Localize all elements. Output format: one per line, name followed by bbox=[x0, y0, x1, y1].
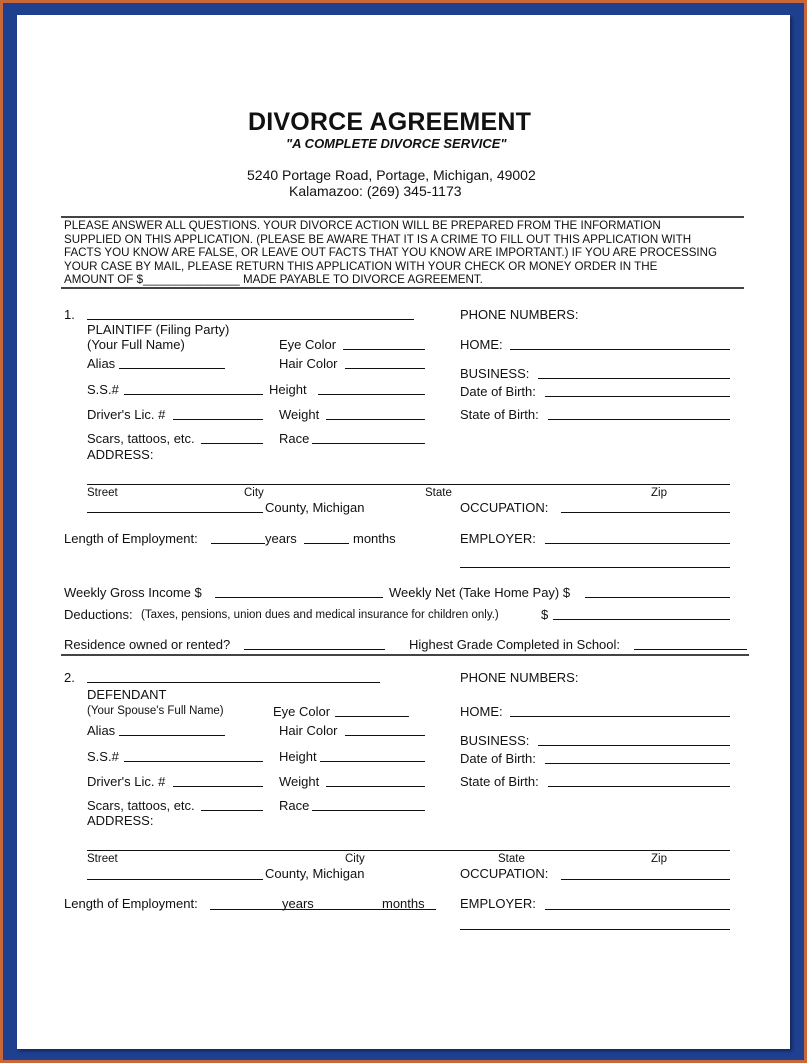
defendant-street-caption: Street bbox=[87, 853, 118, 865]
defendant-employer-field[interactable] bbox=[545, 909, 730, 910]
defendant-address-label: ADDRESS: bbox=[87, 813, 154, 828]
defendant-drivers-lic-label: Driver's Lic. # bbox=[87, 774, 166, 789]
defendant-dob-field[interactable] bbox=[545, 763, 730, 764]
notice-line-3: FACTS YOU KNOW ARE FALSE, OR LEAVE OUT FACTS THAT YOU KNOW ARE IMPORTANT.) IF YOU ARE PROCESSING bbox=[64, 246, 718, 259]
defendant-phone-numbers-label: PHONE NUMBERS: bbox=[460, 670, 579, 685]
plaintiff-weight-label: Weight bbox=[279, 407, 320, 422]
deductions-label: Deductions: bbox=[64, 607, 133, 622]
form-page bbox=[17, 15, 790, 1049]
defendant-months-label: months bbox=[382, 896, 425, 911]
defendant-city-caption: City bbox=[345, 853, 365, 865]
weekly-gross-field[interactable] bbox=[215, 597, 383, 598]
defendant-alias-field[interactable] bbox=[119, 735, 225, 736]
plaintiff-eye-color-label: Eye Color bbox=[279, 337, 337, 352]
plaintiff-hair-color-label: Hair Color bbox=[279, 356, 338, 371]
defendant-county-label: County, Michigan bbox=[265, 866, 365, 881]
defendant-length-employment-label: Length of Employment: bbox=[64, 896, 198, 911]
defendant-scars-field[interactable] bbox=[201, 810, 263, 811]
plaintiff-home-label: HOME: bbox=[460, 337, 503, 352]
defendant-weight-label: Weight bbox=[279, 774, 320, 789]
defendant-employer-label: EMPLOYER: bbox=[460, 896, 536, 911]
defendant-drivers-lic-field[interactable] bbox=[173, 786, 263, 787]
defendant-years-label: years bbox=[282, 896, 314, 911]
plaintiff-name-hint: (Your Full Name) bbox=[87, 337, 185, 352]
highest-grade-field[interactable] bbox=[634, 649, 747, 650]
plaintiff-city-caption: City bbox=[244, 487, 264, 499]
plaintiff-drivers-lic-label: Driver's Lic. # bbox=[87, 407, 166, 422]
defendant-county-field[interactable] bbox=[87, 879, 263, 880]
plaintiff-alias-field[interactable] bbox=[119, 368, 225, 369]
plaintiff-months-label: months bbox=[353, 531, 396, 546]
defendant-business-label: BUSINESS: bbox=[460, 733, 530, 748]
plaintiff-dob-label: Date of Birth: bbox=[460, 384, 536, 399]
plaintiff-business-field[interactable] bbox=[538, 378, 730, 379]
defendant-employer-line-2[interactable] bbox=[460, 929, 730, 930]
plaintiff-length-employment-label: Length of Employment: bbox=[64, 531, 198, 546]
deductions-dollar-sign: $ bbox=[541, 607, 549, 622]
defendant-alias-label: Alias bbox=[87, 723, 116, 738]
address-line-1: 5240 Portage Road, Portage, Michigan, 49002 bbox=[247, 167, 536, 183]
defendant-number: 2. bbox=[64, 670, 75, 685]
defendant-home-label: HOME: bbox=[460, 704, 503, 719]
defendant-occupation-label: OCCUPATION: bbox=[460, 866, 549, 881]
plaintiff-county-label: County, Michigan bbox=[265, 500, 365, 515]
plaintiff-phone-numbers-label: PHONE NUMBERS: bbox=[460, 307, 579, 322]
form-title: DIVORCE AGREEMENT bbox=[248, 108, 532, 136]
form-subtitle: "A COMPLETE DIVORCE SERVICE" bbox=[286, 136, 507, 151]
plaintiff-dob-field[interactable] bbox=[545, 396, 730, 397]
defendant-race-field[interactable] bbox=[312, 810, 425, 811]
plaintiff-address-label: ADDRESS: bbox=[87, 447, 154, 462]
plaintiff-state-of-birth-label: State of Birth: bbox=[460, 407, 539, 422]
plaintiff-number: 1. bbox=[64, 307, 75, 322]
plaintiff-scars-label: Scars, tattoos, etc. bbox=[87, 431, 195, 446]
plaintiff-employer-line-2[interactable] bbox=[460, 567, 730, 568]
notice-line-5: AMOUNT OF $_______________ MADE PAYABLE TO DIVORCE AGREEMENT. bbox=[64, 273, 483, 286]
highest-grade-label: Highest Grade Completed in School: bbox=[409, 637, 621, 652]
plaintiff-street-caption: Street bbox=[87, 487, 118, 499]
plaintiff-ssn-field[interactable] bbox=[124, 394, 263, 395]
plaintiff-employer-field[interactable] bbox=[545, 543, 730, 544]
plaintiff-role-label: PLAINTIFF (Filing Party) bbox=[87, 322, 230, 337]
plaintiff-state-of-birth-field[interactable] bbox=[548, 419, 730, 420]
notice-line-4: YOUR CASE BY MAIL, PLEASE RETURN THIS APPLICATION WITH YOUR CHECK OR MONEY ORDER IN THE bbox=[64, 260, 658, 273]
defendant-height-label: Height bbox=[279, 749, 317, 764]
plaintiff-name-field[interactable] bbox=[87, 319, 414, 320]
defendant-state-caption: State bbox=[498, 853, 525, 865]
defendant-state-of-birth-field[interactable] bbox=[548, 786, 730, 787]
plaintiff-occupation-label: OCCUPATION: bbox=[460, 500, 549, 515]
plaintiff-business-label: BUSINESS: bbox=[460, 366, 530, 381]
weekly-net-label: Weekly Net (Take Home Pay) $ bbox=[389, 585, 571, 600]
defendant-hair-color-field[interactable] bbox=[345, 735, 425, 736]
notice-top-rule bbox=[61, 216, 744, 218]
weekly-gross-label: Weekly Gross Income $ bbox=[64, 585, 202, 600]
plaintiff-occupation-field[interactable] bbox=[561, 512, 730, 513]
plaintiff-home-field[interactable] bbox=[510, 349, 730, 350]
deductions-field[interactable] bbox=[553, 619, 730, 620]
plaintiff-drivers-lic-field[interactable] bbox=[173, 419, 263, 420]
plaintiff-zip-caption: Zip bbox=[651, 487, 667, 499]
defendant-eye-color-field[interactable] bbox=[335, 716, 409, 717]
weekly-net-field[interactable] bbox=[585, 597, 730, 598]
plaintiff-address-field[interactable] bbox=[87, 484, 730, 485]
defendant-state-of-birth-label: State of Birth: bbox=[460, 774, 539, 789]
defendant-height-field[interactable] bbox=[320, 761, 425, 762]
plaintiff-race-field[interactable] bbox=[312, 443, 425, 444]
plaintiff-scars-field[interactable] bbox=[201, 443, 263, 444]
address-line-2: Kalamazoo: (269) 345-1173 bbox=[289, 183, 462, 199]
defendant-dob-label: Date of Birth: bbox=[460, 751, 536, 766]
plaintiff-county-field[interactable] bbox=[87, 512, 263, 513]
plaintiff-eye-color-field[interactable] bbox=[343, 349, 425, 350]
defendant-ssn-field[interactable] bbox=[124, 761, 263, 762]
defendant-home-field[interactable] bbox=[510, 716, 730, 717]
plaintiff-employer-label: EMPLOYER: bbox=[460, 531, 536, 546]
defendant-business-field[interactable] bbox=[538, 745, 730, 746]
notice-line-2: SUPPLIED ON THIS APPLICATION. (PLEASE BE AWARE THAT IT IS A CRIME TO FILL OUT THIS APPLICATION WITH bbox=[64, 233, 692, 246]
plaintiff-weight-field[interactable] bbox=[326, 419, 425, 420]
notice-line-1: PLEASE ANSWER ALL QUESTIONS. YOUR DIVORCE ACTION WILL BE PREPARED FROM THE INFORMATION bbox=[64, 219, 661, 232]
defendant-eye-color-label: Eye Color bbox=[273, 704, 331, 719]
defendant-name-hint: (Your Spouse's Full Name) bbox=[87, 705, 224, 717]
defendant-race-label: Race bbox=[279, 798, 310, 813]
plaintiff-ssn-label: S.S.# bbox=[87, 382, 119, 397]
plaintiff-state-caption: State bbox=[425, 487, 452, 499]
plaintiff-years-field[interactable] bbox=[211, 543, 265, 544]
defendant-zip-caption: Zip bbox=[651, 853, 667, 865]
defendant-role-label: DEFENDANT bbox=[87, 687, 167, 702]
defendant-occupation-field[interactable] bbox=[561, 879, 730, 880]
defendant-weight-field[interactable] bbox=[326, 786, 425, 787]
section-divider bbox=[61, 654, 749, 656]
residence-field[interactable] bbox=[244, 649, 385, 650]
deductions-hint: (Taxes, pensions, union dues and medical insurance for children only.) bbox=[141, 609, 499, 621]
plaintiff-height-label: Height bbox=[269, 382, 307, 397]
plaintiff-race-label: Race bbox=[279, 431, 310, 446]
plaintiff-alias-label: Alias bbox=[87, 356, 116, 371]
residence-label: Residence owned or rented? bbox=[64, 637, 231, 652]
defendant-name-field[interactable] bbox=[87, 682, 380, 683]
plaintiff-height-field[interactable] bbox=[318, 394, 425, 395]
defendant-hair-color-label: Hair Color bbox=[279, 723, 338, 738]
notice-bottom-rule bbox=[61, 287, 744, 289]
plaintiff-hair-color-field[interactable] bbox=[345, 368, 425, 369]
defendant-ssn-label: S.S.# bbox=[87, 749, 119, 764]
defendant-scars-label: Scars, tattoos, etc. bbox=[87, 798, 195, 813]
plaintiff-months-field[interactable] bbox=[304, 543, 349, 544]
plaintiff-years-label: years bbox=[265, 531, 297, 546]
defendant-address-field[interactable] bbox=[87, 850, 730, 851]
